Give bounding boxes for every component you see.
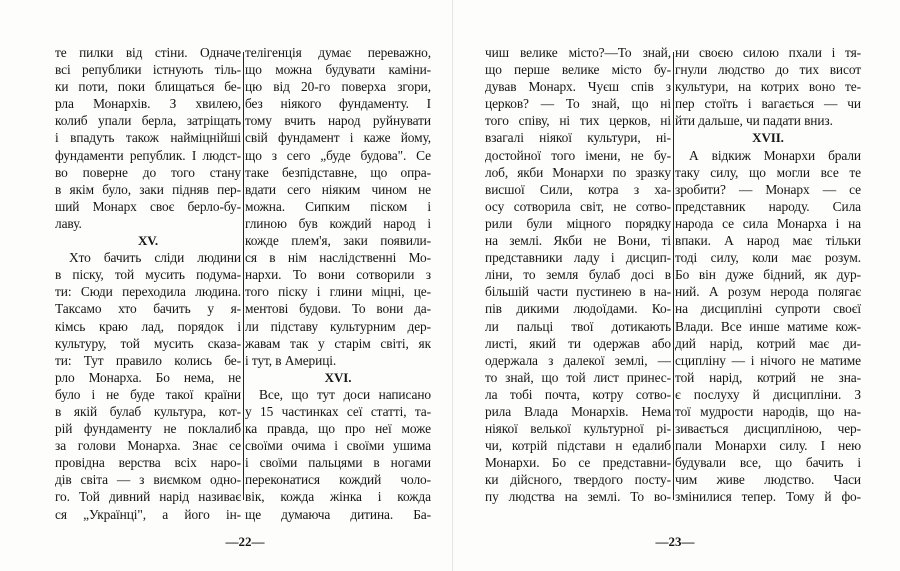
text-line: телігенція думає переважно, bbox=[245, 45, 431, 60]
text-line: своїми очима і своїми ушима bbox=[245, 438, 431, 454]
text-line: в якій булаб культура, кот- bbox=[55, 403, 241, 419]
page-right bbox=[485, 44, 865, 549]
page-fold bbox=[452, 0, 453, 571]
text-line: Монархи. Бо се представни- bbox=[485, 455, 671, 471]
text-line: чиш велике місто?—То знай, bbox=[485, 45, 671, 60]
text-line: впаки. А народ має тільки bbox=[675, 233, 861, 249]
text-line: церков? — То знай, що ні bbox=[485, 96, 671, 112]
text-line: ки дійсного, твердого посту- bbox=[485, 472, 671, 488]
text-line: сципліну — і нічого не матиме bbox=[675, 352, 861, 368]
column-divider bbox=[673, 52, 674, 500]
page-number: —22— bbox=[225, 534, 265, 549]
section-heading: XVII. bbox=[752, 130, 784, 146]
text-line: провідна верства всіх наро- bbox=[55, 455, 241, 471]
text-line: вдати сего ніяким чином не bbox=[245, 181, 431, 197]
text-line: ще думаюча дитина. Ба- bbox=[245, 506, 431, 522]
text-line: за голови Монарха. Знає се bbox=[55, 438, 241, 454]
text-line: можна. Сипким піском і bbox=[245, 198, 431, 214]
text-line: глиною був кождий народ і bbox=[245, 215, 431, 231]
text-line: без ніякого фундаменту. І bbox=[245, 96, 431, 112]
section-heading: XVI. bbox=[324, 369, 352, 385]
text-line: тоді силу, коли має розум. bbox=[675, 250, 861, 266]
text-line: на землі. Якби не Вони, ті bbox=[485, 233, 671, 249]
text-line: Таксамо хто бачить у я- bbox=[55, 301, 241, 317]
text-line: достойної того імени, не бу- bbox=[485, 147, 671, 163]
text-line: ся в нім наслідственні Мо- bbox=[245, 250, 431, 266]
text-line: листі, який ти одержав або bbox=[485, 335, 671, 351]
text-line: тої мудрости народів, що на- bbox=[675, 403, 861, 419]
text-line: пів дикими людоїдами. Ко- bbox=[485, 301, 671, 317]
text-line: було і не буде такої країни bbox=[55, 386, 241, 402]
text-line: рла Монархів. З хвилею, bbox=[55, 96, 241, 112]
text-line: народа се сила Монарха і на bbox=[675, 215, 861, 231]
text-line: в піску, той мусить подума- bbox=[55, 267, 241, 283]
text-line: зробити? — Монарх — се bbox=[675, 181, 861, 197]
column-divider bbox=[243, 52, 244, 500]
page-23-column-1 bbox=[485, 44, 671, 506]
text-line: рло Монарха. Бо нема, не bbox=[55, 369, 241, 385]
text-line: ніякої велької культурної рі- bbox=[485, 421, 671, 437]
text-line: зивається дисципліною, чер- bbox=[675, 421, 861, 437]
text-line: на дисципліні супроти своєї bbox=[675, 301, 861, 317]
text-line: А відкиж Монархи брали bbox=[689, 147, 861, 163]
text-line: того піску і глини міцні, це- bbox=[245, 284, 431, 300]
text-line: пер стоїть і вагається — чи bbox=[675, 96, 861, 112]
text-line: кожде плем'я, заки появили- bbox=[245, 233, 431, 249]
text-line: колиб упали берла, затріщать bbox=[55, 113, 241, 129]
text-line: те пилки від стіни. Одначе bbox=[55, 45, 241, 60]
text-line: во поверне до того стану bbox=[55, 164, 241, 180]
text-line: культури, на котрих воно те- bbox=[675, 79, 861, 95]
text-line: всі републики істнують тіль- bbox=[55, 62, 241, 78]
text-line: гнули людство до тих висот bbox=[675, 62, 861, 78]
text-line: представники ладу і дисцип- bbox=[485, 250, 671, 266]
text-line: є послуху й дисципліни. З bbox=[675, 386, 861, 402]
text-line: ти: Тут правило колись бе- bbox=[55, 352, 241, 368]
text-line: що перше велике місто бу- bbox=[485, 62, 671, 78]
text-line: кімсь краю лад, порядок і bbox=[55, 318, 241, 334]
text-line: і тут, в Америці. bbox=[245, 352, 337, 368]
text-line: взагалі ніякої культури, ні- bbox=[485, 130, 671, 146]
text-line: Хто бачить сліди людини bbox=[69, 250, 241, 266]
text-line: то знай, що той лист принес- bbox=[485, 369, 671, 385]
page-23-column-2 bbox=[675, 44, 861, 506]
page-22-column-2 bbox=[245, 44, 431, 523]
text-line: ментові будови. То вони да- bbox=[245, 301, 431, 317]
text-line: і впадуть також найміцнійші bbox=[55, 130, 241, 146]
text-line: го. Той дивний нарід називає bbox=[55, 489, 241, 505]
text-line: рила Влада Монархів. Нема bbox=[485, 403, 671, 419]
page-left bbox=[55, 44, 435, 549]
text-line: чи, котрій підстави н едалиб bbox=[485, 438, 671, 454]
text-line: ший Монарх своє берло-бу- bbox=[55, 198, 241, 214]
text-line: ліни, то земля булаб досі в bbox=[485, 267, 671, 283]
text-line: в якім було, заки підняв пер- bbox=[55, 181, 241, 197]
text-line: Бо він дуже бідний, як дур- bbox=[675, 267, 861, 283]
text-line: свій фундамент і каже йому, bbox=[245, 130, 431, 146]
text-line: що з сего „буде будова". Се bbox=[245, 147, 431, 163]
section-heading: XV. bbox=[137, 233, 159, 249]
text-line: ки поти, поки блищаться бе- bbox=[55, 79, 241, 95]
text-line: ли підставу культурним дер- bbox=[245, 318, 431, 334]
text-line: будували все, що бачить і bbox=[675, 455, 861, 471]
text-line: у 15 частинках сеї статті, та- bbox=[245, 403, 431, 419]
text-line: ла тобі почта, котру сотво- bbox=[485, 386, 671, 402]
text-line: осу сотворила світ, не сотво- bbox=[485, 198, 671, 214]
text-line: ти: Сюди переходила людина. bbox=[55, 284, 241, 300]
text-line: жавам так у старім світі, як bbox=[245, 335, 431, 351]
text-line: таке безпідставне, що опра- bbox=[245, 164, 431, 180]
text-line: переконатися кождий чоло- bbox=[245, 472, 431, 488]
page-22-column-1 bbox=[55, 44, 241, 523]
text-line: культуру, той мусить сказа- bbox=[55, 335, 241, 351]
text-line: одержала з далекої землі, — bbox=[485, 352, 671, 368]
text-line: лаву. bbox=[55, 215, 82, 231]
text-line: цю від 20-го поверха згори, bbox=[245, 79, 431, 95]
text-line: таку силу, що могли все те bbox=[675, 164, 861, 180]
text-line: нархи. То вони сотворили з bbox=[245, 267, 431, 283]
text-line: змінилися тепер. Тому й фо- bbox=[675, 489, 861, 505]
text-line: ни своєю силою пхали і тя- bbox=[675, 45, 861, 60]
text-line: більшій части пустинею в на- bbox=[485, 284, 671, 300]
text-line: і своїми пальцями в ногами bbox=[245, 455, 431, 471]
text-line: висшої Сили, котра з ха- bbox=[485, 181, 671, 197]
text-line: чим живе людство. Часи bbox=[675, 472, 861, 488]
text-line: представник народу. Сила bbox=[675, 198, 861, 214]
text-line: дував Монарх. Чуєш спів з bbox=[485, 79, 671, 95]
text-line: Влади. Все инше матиме кож- bbox=[675, 318, 861, 334]
text-line: що можна будувати каміни- bbox=[245, 62, 431, 78]
text-line: лоб, якби Монархи по зразку bbox=[485, 164, 671, 180]
text-line: ка правда, що про неї може bbox=[245, 421, 431, 437]
text-line: пали Монархи силу. І нею bbox=[675, 438, 861, 454]
text-line: ли пальці твої дотикають bbox=[485, 318, 671, 334]
text-line: рій фундаменту не поклалиб bbox=[55, 421, 241, 437]
text-line: пу людства на землі. То во- bbox=[485, 489, 671, 505]
text-line: вік, кожда жінка і кожда bbox=[245, 489, 431, 505]
text-line: ся „Українці", а його ін- bbox=[55, 506, 241, 522]
text-line: рили були міцного порядку bbox=[485, 215, 671, 231]
text-line: йти дальше, чи падати вниз. bbox=[675, 113, 833, 129]
page-number: —23— bbox=[655, 534, 695, 549]
text-line: дий нарід, котрий має ди- bbox=[675, 335, 861, 351]
text-line: дів світа — з виємком одно- bbox=[55, 472, 241, 488]
text-line: той нарід, котрий не зна- bbox=[675, 369, 861, 385]
text-line: Все, що тут доси написано bbox=[259, 386, 431, 402]
text-line: ний. А розум нерода полягає bbox=[675, 284, 861, 300]
text-line: того співу, ні тих церков, ні bbox=[485, 113, 671, 129]
text-line: фундаменти републик. І людст- bbox=[55, 147, 241, 163]
text-line: тому вчить народ руйнувати bbox=[245, 113, 431, 129]
